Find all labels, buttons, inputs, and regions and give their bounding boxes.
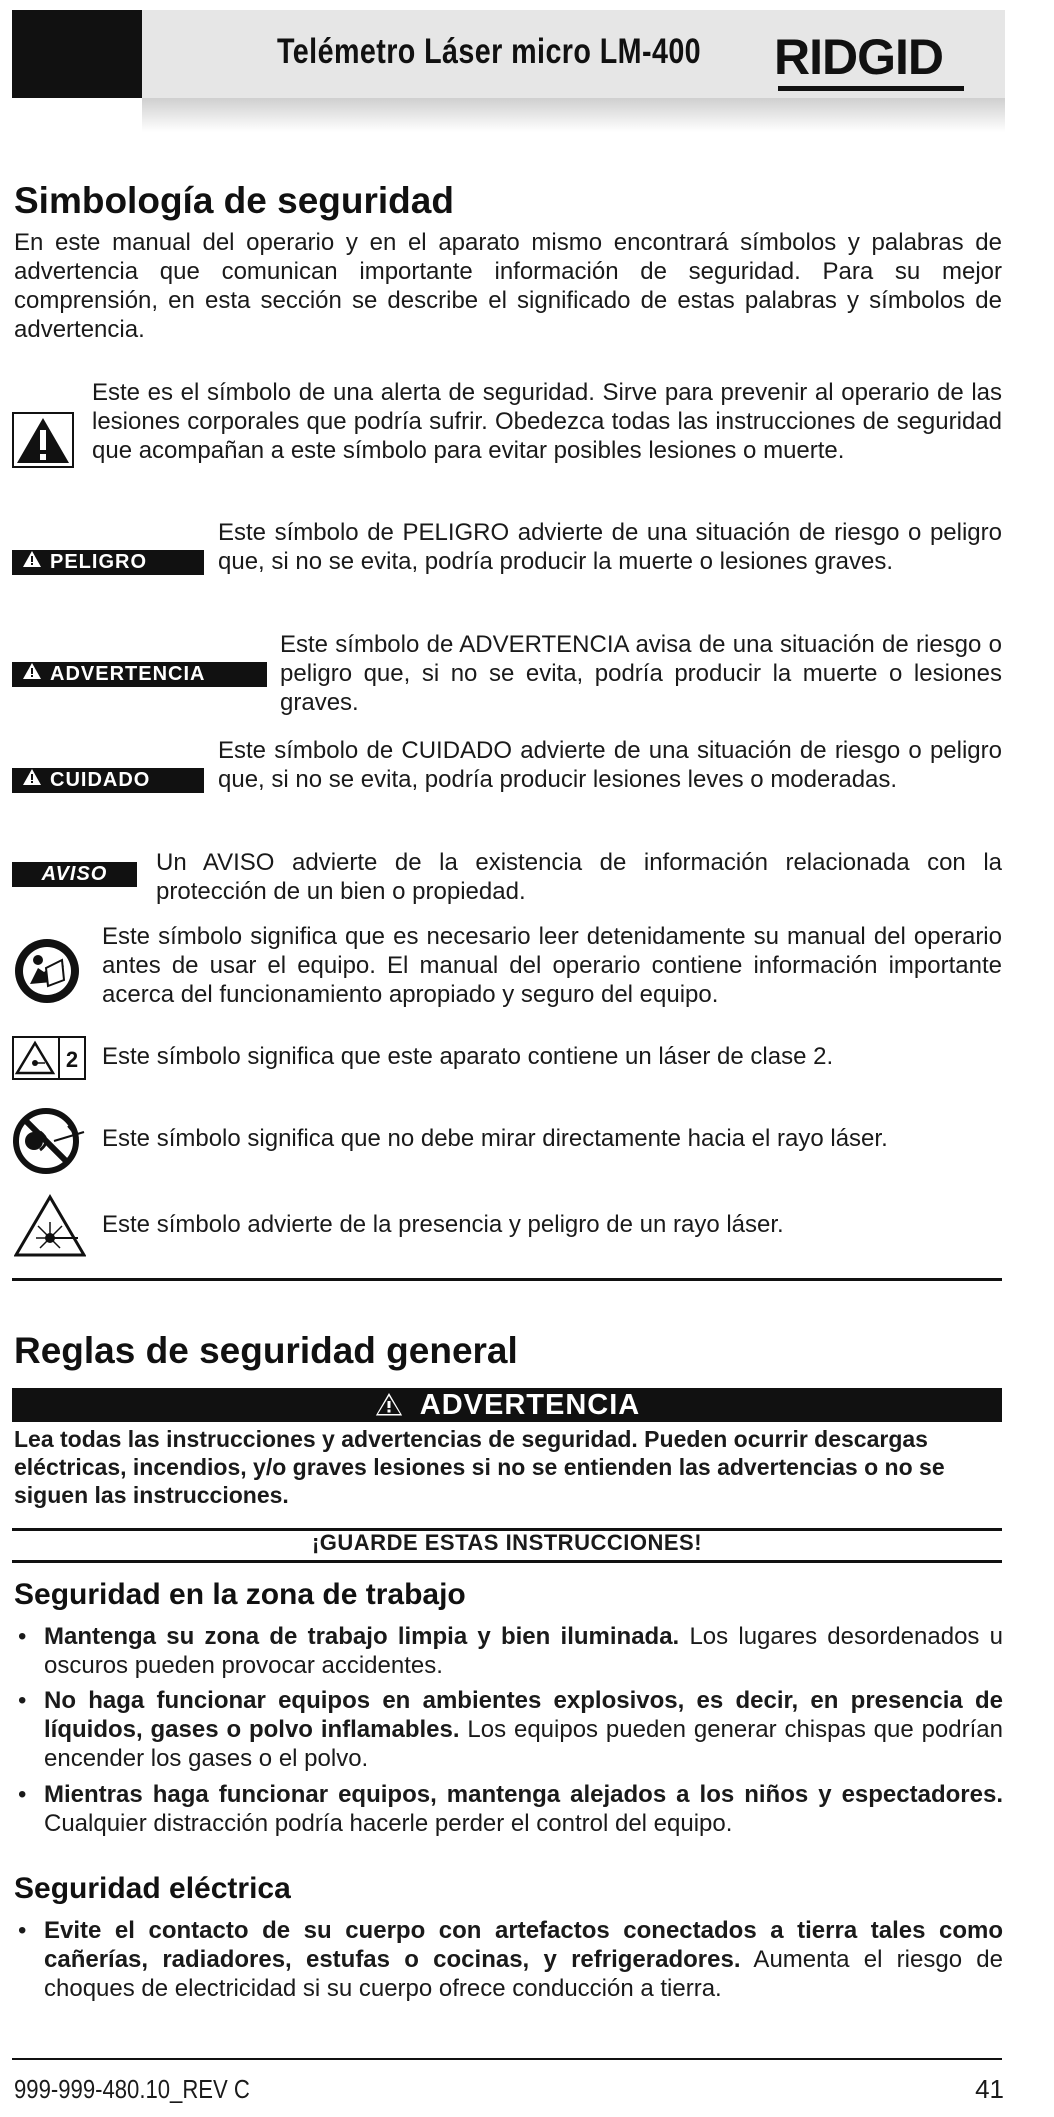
list-item-bold: No haga funcionar equipos en ambientes explosivos, es decir, en presencia de líquidos, gases o polvo inflamables.: [44, 1687, 1003, 1743]
warning-triangle-icon: [22, 550, 42, 575]
list-item-bold: Mantenga su zona de trabajo limpia y bien iluminada.: [44, 1623, 680, 1650]
list-item-text: Los lugares desordenados u oscuros pueden provocar accidentes.: [44, 1623, 1003, 1679]
save-instructions: ¡GUARDE ESTAS INSTRUCCIONES!: [311, 1530, 703, 1555]
warning-banner-label: ADVERTENCIA: [419, 1389, 641, 1421]
bullet-dot: •: [18, 1781, 27, 1808]
cuidado-label: CUIDADO: [50, 769, 151, 791]
bullet-dot: •: [18, 1687, 27, 1714]
read-manual-icon: [14, 938, 80, 1004]
warning-triangle-icon: [22, 768, 42, 793]
section-heading-general-rules: Reglas de seguridad general: [14, 1330, 518, 1371]
aviso-badge: AVISO: [12, 862, 137, 887]
alert-symbol-text: Este es el símbolo de una alerta de seguridad. Sirve para prevenir al operario de las lesiones corporales que podría sufrir. Obedezca todas las instrucciones de seguridad que acompañan a este símbolo para evitar posibles lesiones o muerte.: [92, 379, 1002, 464]
advertencia-text: Este símbolo de ADVERTENCIA avisa de una situación de riesgo o peligro que, si no se evita, podría producir la muerte o lesiones graves.: [280, 631, 1002, 716]
list-item: [18, 1916, 1003, 2003]
advertencia-badge: [12, 662, 267, 687]
footer-rule: [12, 2058, 1002, 2060]
list-item: [18, 1622, 1003, 1680]
page-number: 41: [975, 2074, 1004, 2104]
header-black-block: [12, 10, 142, 98]
work-area-heading: Seguridad en la zona de trabajo: [14, 1578, 466, 1611]
document-title: Telémetro Láser micro LM-400: [277, 32, 702, 71]
aviso-text: Un AVISO advierte de la existencia de información relacionada con la protección de un bien o propiedad.: [156, 849, 1002, 905]
cuidado-text: Este símbolo de CUIDADO advierte de una situación de riesgo o peligro que, si no se evita, podría producir lesiones leves o moderadas.: [218, 737, 1002, 793]
safety-alert-icon: [12, 412, 74, 468]
bullet-dot: •: [18, 1917, 27, 1944]
no-look-text: Este símbolo significa que no debe mirar directamente hacia el rayo láser.: [102, 1125, 888, 1152]
list-item-bold: Mientras haga funcionar equipos, mantenga alejados a los niños y espectadores.: [44, 1781, 1003, 1808]
peligro-badge: [12, 550, 204, 575]
no-look-laser-icon: [12, 1106, 88, 1176]
save-bottom-rule: [12, 1560, 1002, 1563]
class2-text: Este símbolo significa que este aparato contiene un láser de clase 2.: [102, 1043, 834, 1070]
bullet-dot: •: [18, 1623, 27, 1650]
intro-paragraph: En este manual del operario y en el aparato mismo encontrará símbolos y palabras de advertencia que comunican importante información de seguridad. Para su mejor comprensión, en esta sección se describe el significado de estas palabras y símbolos de advertencia.: [14, 229, 1002, 343]
page-header: [12, 10, 1005, 98]
electrical-safety-heading: Seguridad eléctrica: [14, 1872, 291, 1905]
section-divider: [12, 1278, 1002, 1281]
list-item-text: Cualquier distracción podría hacerle perder el control del equipo.: [44, 1810, 733, 1837]
warning-banner: [12, 1388, 1002, 1422]
logo-underline: [778, 86, 964, 91]
advertencia-label: ADVERTENCIA: [50, 663, 206, 685]
list-item: [18, 1686, 1003, 1773]
list-item-text: Los equipos pueden generar chispas que podrían encender los gases o el polvo.: [44, 1716, 1003, 1772]
manual-symbol-text: Este símbolo significa que es necesario leer detenidamente su manual del operario antes de usar el equipo. El manual del operario contiene información importante acerca del funcionamiento apropiado y seguro del equipo.: [102, 923, 1002, 1008]
peligro-text: Este símbolo de PELIGRO advierte de una situación de riesgo o peligro que, si no se evita, podría producir la muerte o lesiones graves.: [218, 519, 1002, 575]
warning-triangle-icon: [374, 1389, 420, 1421]
document-code: 999-999-480.10_REV C: [14, 2074, 250, 2104]
cuidado-badge: [12, 768, 204, 793]
list-item-bold: Evite el contacto de su cuerpo con artefactos conectados a tierra tales como cañerías, radiadores, estufas o cocinas, y refrigeradores.: [44, 1917, 1003, 1973]
brand-logo: RIDGID: [774, 29, 943, 85]
warning-text: Lea todas las instrucciones y advertencias de seguridad. Pueden ocurrir descargas eléctricas, incendios, y/o graves lesiones si no se entienden las advertencias o no se siguen las instrucciones.: [14, 1426, 945, 1508]
laser-class2-icon: [12, 1036, 86, 1080]
section-heading-symbols: Simbología de seguridad: [14, 180, 454, 221]
list-item: [18, 1780, 1003, 1838]
laser-hazard-text: Este símbolo advierte de la presencia y peligro de un rayo láser.: [102, 1211, 784, 1238]
peligro-label: PELIGRO: [50, 551, 148, 573]
laser-hazard-icon: [14, 1194, 86, 1258]
list-item-text: Aumenta el riesgo de choques de electricidad si su cuerpo ofrece conducción a tierra.: [44, 1946, 1003, 2002]
laser-class-number: 2: [65, 1047, 79, 1072]
warning-triangle-icon: [22, 662, 42, 687]
